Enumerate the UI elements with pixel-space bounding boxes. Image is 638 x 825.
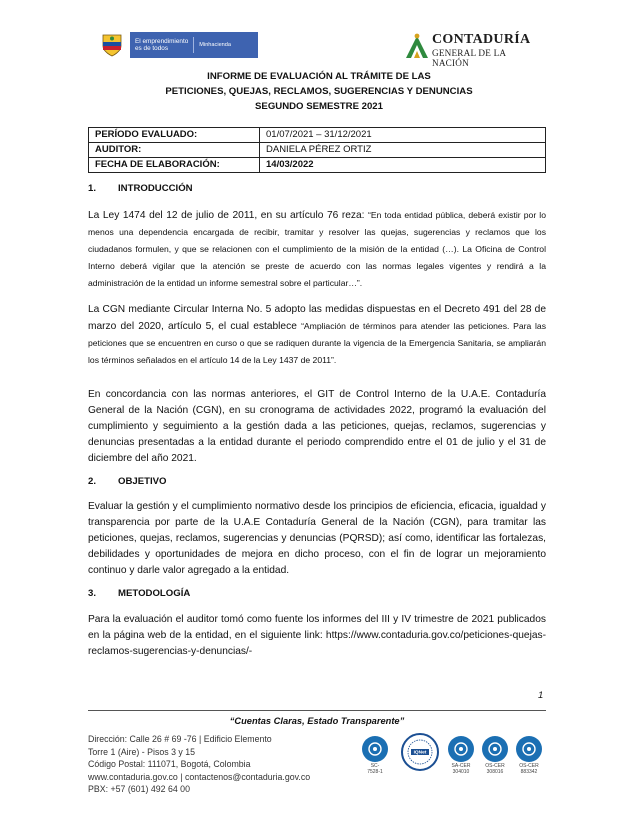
footer-motto: “Cuentas Claras, Estado Transparente” <box>229 716 405 726</box>
icontec-seal-icon <box>448 736 474 762</box>
cert-code: 304010 <box>452 768 470 775</box>
icontec-seal-icon <box>482 736 508 762</box>
objective-paragraph: Evaluar la gestión y el cumplimiento normativo desde los principios de eficiencia, eficacia, igualdad y transparencia por parte de la U.A.E Contaduría General de la Nación (CGN), para tramitar las peticiones, quejas, reclamos, sugerencias y denuncias (PQRSD); así como, identificar las fortalezas, debilidades y oportunidades de mejora en dicho proceso, con el fin de lograr un mejoramiento continuo y darle valor agregado a la entidad. <box>88 501 546 576</box>
cert-code: 7528-1 <box>367 768 383 775</box>
intro2-quote: “Ampliación de términos para atender las peticiones. Para las peticiones que se encuentren en curso o que se radiquen durante la vigencia de la Emergencia Sanitaria, se ampliarán los términos señalados en el artículo 14 de la Ley 1437 de 2011”. <box>88 321 547 365</box>
footer-address: Dirección: Calle 26 # 69 -76 | Edificio Elemento <box>88 734 272 744</box>
footer-web: www.contaduria.gov.co | contactenos@contaduria.gov.co <box>88 771 311 782</box>
section-number: 3. <box>88 588 97 599</box>
iqnet-label: IQNet <box>413 750 427 756</box>
report-title-line3: SEGUNDO SEMESTRE 2021 <box>255 101 383 112</box>
footer-postal: Código Postal: 111071, Bogotá, Colombia <box>88 759 251 769</box>
cgn-title: CONTADURÍA <box>432 32 531 47</box>
cert-code: 883342 <box>520 768 538 775</box>
cert-code: 308016 <box>486 768 504 775</box>
auditor-label: AUDITOR: <box>89 143 260 158</box>
section-heading-introduction <box>88 183 193 194</box>
ministry-name: Minhacienda <box>199 41 232 48</box>
intro1-quote: “En toda entidad pública, deberá existir por lo menos una dependencia encargada de recibir, tramitar y resolver las quejas, sugerencias y reclamos que los ciudadanos formulen, y que se relacionen con el cumplimiento de la misión de la entidad (…). La Oficina de Control Interno deberá vigilar que la atención se preste de acuerdo con las normas legales vigentes y rendirá a la administración de la entidad un informe semestral sobre el particular…”. <box>88 210 546 288</box>
section-title: METODOLOGÍA <box>118 588 191 599</box>
table-row <box>89 128 546 143</box>
footer-contact <box>88 733 310 796</box>
period-label: PERÍODO EVALUADO: <box>89 128 260 143</box>
gov-banner <box>130 32 258 58</box>
cgn-logo <box>404 30 538 68</box>
cgn-subtitle: GENERAL DE LA NACIÓN <box>432 48 506 68</box>
section-title: OBJETIVO <box>118 476 167 487</box>
icontec-cert-2 <box>446 736 476 775</box>
icontec-cert-1 <box>360 736 390 775</box>
auditor-value: DANIELA PÉREZ ORTIZ <box>260 143 546 158</box>
report-title-line1: INFORME DE EVALUACIÓN AL TRÁMITE DE LAS <box>207 71 431 82</box>
intro-paragraph-3: En concordancia con las normas anteriores, el GIT de Control Interno de la U.A.E. Contaduría General de la Nación (CGN), en su cronograma de actividades 2022, programó la evaluación del cumplimiento y seguimiento a la gestión dada a las peticiones, quejas, reclamos, sugerencias y denuncias presentadas a la entidad durante el periodo comprendido entre el 01 de julio y el 31 de diciembre del año 2021. <box>88 389 546 464</box>
date-label: FECHA DE ELABORACIÓN: <box>89 158 260 173</box>
page-number: 1 <box>538 690 544 701</box>
gov-line2: es de todos <box>135 45 169 52</box>
footer-divider <box>88 710 546 711</box>
footer-tower: Torre 1 (Aire) - Pisos 3 y 15 <box>88 746 196 757</box>
section-title: INTRODUCCIÓN <box>118 183 193 194</box>
section-heading-methodology <box>88 588 190 599</box>
intro-paragraph-1 <box>88 207 546 292</box>
section-heading-objective <box>88 476 167 487</box>
iqnet-seal-icon <box>400 732 440 772</box>
intro2-lead: La CGN mediante Circular Interna No. 5 adopto las medidas dispuestas en el Decreto 491 del 28 de marzo del 2020, artículo 5, el cual establece <box>88 304 546 332</box>
date-value: 14/03/2022 <box>260 158 546 173</box>
table-row <box>89 158 546 173</box>
icontec-seal-icon <box>362 736 388 762</box>
icontec-cert-4 <box>514 736 544 775</box>
cert-caption: OS-CER <box>519 763 539 769</box>
cert-caption: SA-CER <box>451 763 471 769</box>
government-logo <box>100 31 260 59</box>
icontec-cert-3 <box>480 736 510 775</box>
cert-caption: OS-CER <box>485 763 505 769</box>
table-row <box>89 143 546 158</box>
colombia-shield-icon <box>100 32 124 58</box>
section-number: 2. <box>88 476 97 487</box>
period-value: 01/07/2021 – 31/12/2021 <box>260 128 546 143</box>
methodology-paragraph: Para la evaluación el auditor tomó como fuente los informes del III y IV trimestre de 2021 publicados en la página web de la entidad, en el siguiente link: https://www.contaduria.gov.co/peticiones-quejas-reclamos-sugerencias-y-denuncias/- <box>88 614 546 657</box>
gov-line1: El emprendimiento <box>135 38 189 45</box>
certification-logos <box>356 732 546 802</box>
footer-phone: PBX: +57 (601) 492 64 00 <box>88 784 190 794</box>
section-number: 1. <box>88 183 97 194</box>
intro1-lead: La Ley 1474 del 12 de julio de 2011, en su artículo 76 reza: <box>88 210 369 221</box>
intro-paragraph-2 <box>88 302 546 369</box>
cgn-emblem-icon <box>404 32 430 60</box>
cert-caption: SC- <box>370 763 380 769</box>
report-title-line2: PETICIONES, QUEJAS, RECLAMOS, SUGERENCIAS Y DENUNCIAS <box>165 86 473 97</box>
report-info-table <box>88 127 546 173</box>
gov-divider <box>193 37 194 53</box>
icontec-seal-icon <box>516 736 542 762</box>
